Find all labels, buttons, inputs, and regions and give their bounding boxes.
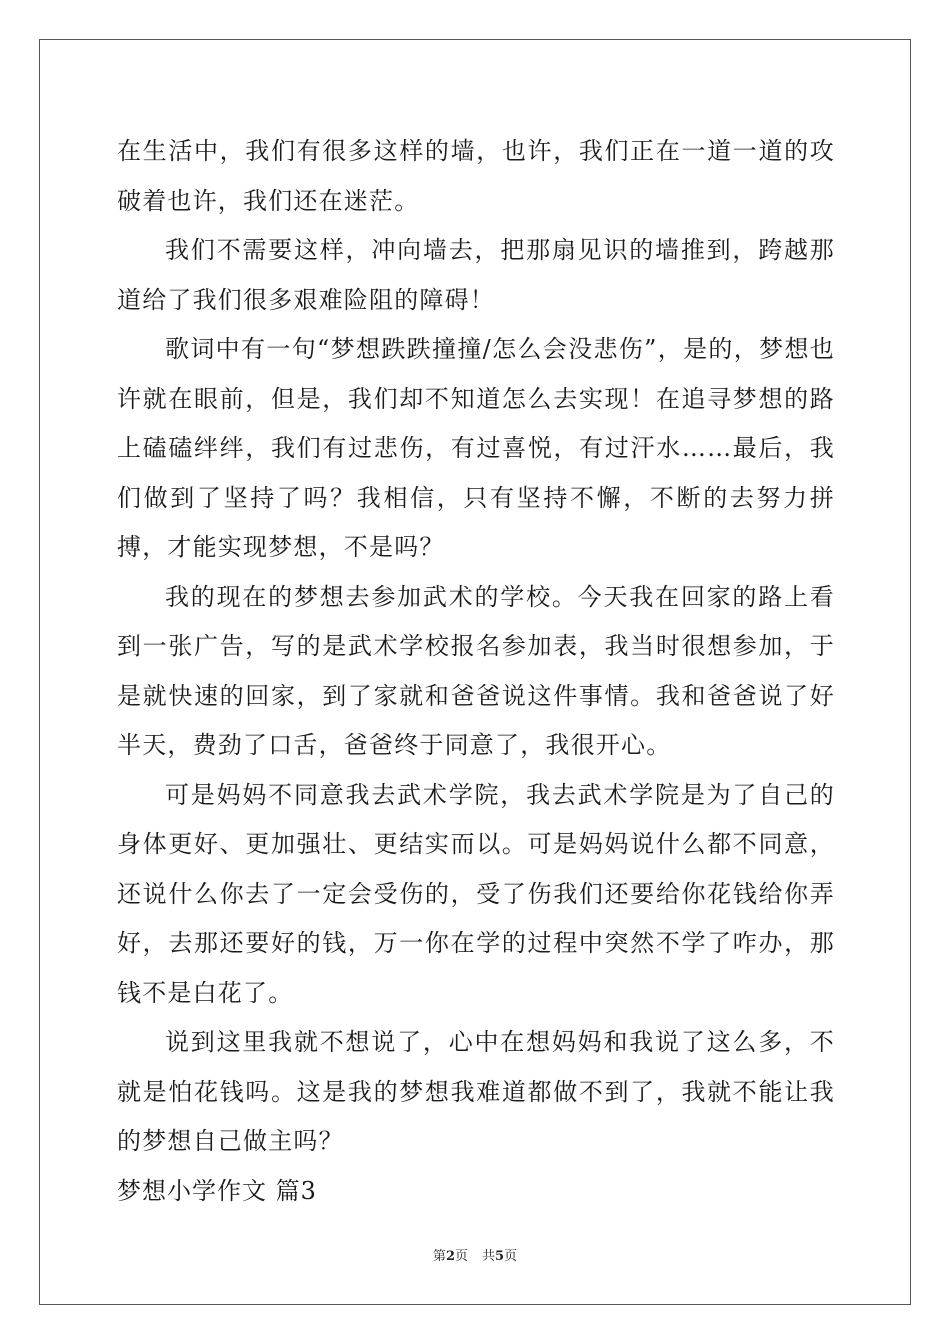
total-page-number: 5: [495, 1249, 505, 1264]
page-prefix: 第: [432, 1249, 446, 1264]
document-body: [117, 127, 835, 1216]
current-page-number: 2: [445, 1249, 455, 1264]
section-heading: 梦想小学作文 篇3: [117, 1176, 317, 1205]
total-suffix: 页: [504, 1249, 518, 1264]
paragraph-3: 歌词中有一句“梦想跌跌撞撞/怎么会没悲伤”，是的，梦想也许就在眼前，但是，我们却不知道怎么去实现！在追寻梦想的路上磕磕绊绊，我们有过悲伤，有过喜悦，有过汗水……最后，我们做到了坚持了吗？我相信，只有坚持不懈，不断的去努力拼搏，才能实现梦想，不是吗？: [117, 335, 835, 561]
paragraph-6: 说到这里我就不想说了，心中在想妈妈和我说了这么多，不就是怕花钱吗。这是我的梦想我难道都做不到了，我就不能让我的梦想自己做主吗？: [117, 1028, 835, 1155]
paragraph-4: 我的现在的梦想去参加武术的学校。今天我在回家的路上看到一张广告，写的是武术学校报名参加表，我当时很想参加，于是就快速的回家，到了家就和爸爸说这件事情。我和爸爸说了好半天，费劲了口舌，爸爸终于同意了，我很开心。: [117, 582, 835, 759]
paragraph-2: 我们不需要这样，冲向墙去，把那扇见识的墙推到，跨越那道给了我们很多艰难险阻的障碍！: [117, 236, 835, 314]
paragraph-5: 可是妈妈不同意我去武术学院，我去武术学院是为了自己的身体更好、更加强壮、更结实而以。可是妈妈说什么都不同意，还说什么你去了一定会受伤的，受了伤我们还要给你花钱给你弄好，去那还要好的钱，万一你在学的过程中突然不学了咋办，那钱不是白花了。: [117, 780, 835, 1007]
paragraph-1: 在生活中，我们有很多这样的墙，也许，我们正在一道一道的攻破着也许，我们还在迷茫。: [117, 137, 835, 215]
total-prefix: 共: [482, 1249, 496, 1264]
page-footer: [0, 1245, 950, 1264]
page-suffix: 页: [454, 1249, 468, 1264]
